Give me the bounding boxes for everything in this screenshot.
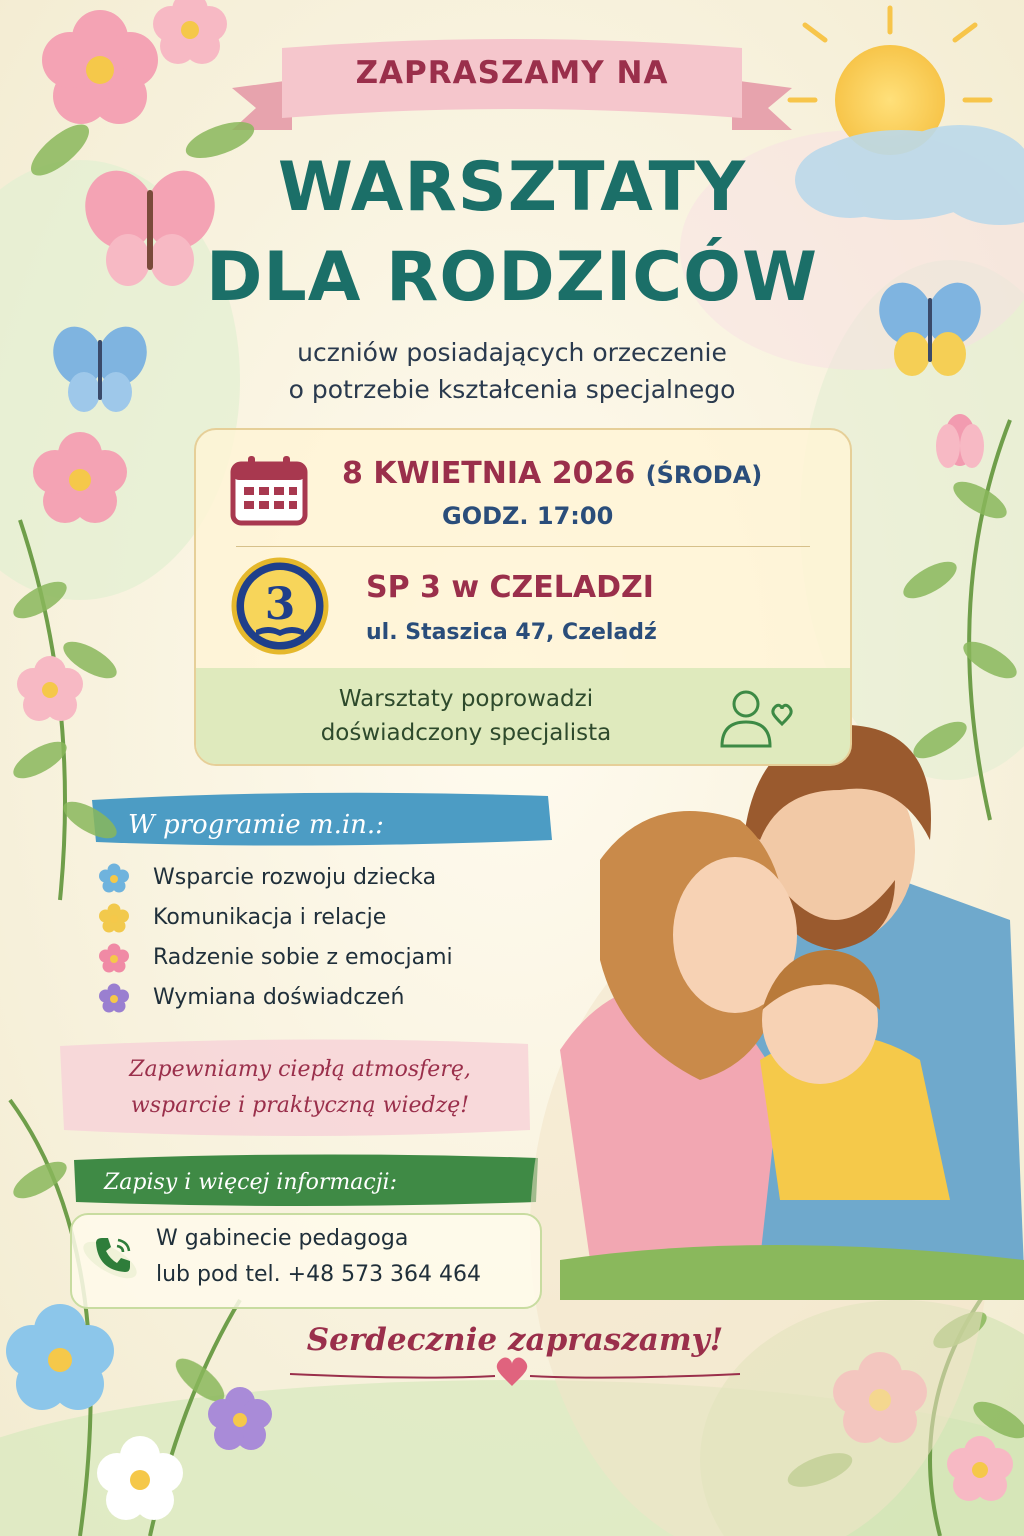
banner-text: ZAPRASZAMY NA: [355, 55, 669, 91]
page-title-line1: WARSZTATY: [277, 148, 747, 227]
program-item: [98, 940, 558, 980]
subtitle-line1: uczniów posiadających orzeczenie: [297, 338, 727, 367]
program-header: W programie m.in.:: [128, 810, 384, 840]
contact-phone: lub pod tel. +48 573 364 464: [156, 1262, 482, 1287]
host-line2: doświadczony specjalista: [320, 720, 612, 746]
subtitle-line2: o potrzebie kształcenia specjalnego: [288, 375, 736, 404]
specialist-heart-icon: [716, 686, 800, 750]
warm-message-line1: Zapewniamy ciepłą atmosferę,: [129, 1057, 471, 1082]
divider: [236, 546, 810, 547]
warm-message: [80, 1052, 520, 1124]
event-time: GODZ. 17:00: [442, 502, 614, 530]
host-text: [236, 682, 696, 750]
host-line1: Warsztaty poprowadzi: [338, 686, 594, 712]
contact-line1: W gabinecie pedagoga: [156, 1226, 409, 1251]
subtitle: [190, 334, 834, 408]
program-item-label: Wsparcie rozwoju dziecka: [153, 865, 437, 890]
flower-bullet-icon: [98, 983, 130, 1015]
program-item: [98, 860, 558, 900]
flower-bullet-icon: [98, 943, 130, 975]
school-address: ul. Staszica 47, Czeladź: [366, 620, 657, 645]
phone-icon: [92, 1234, 134, 1276]
school-name: SP 3 w CZELADZI: [366, 570, 654, 605]
contact-header: Zapisy i więcej informacji:: [104, 1170, 397, 1195]
event-day: (ŚRODA): [645, 461, 763, 489]
page-title-line2: DLA RODZICÓW: [205, 238, 818, 317]
event-date: [342, 456, 842, 491]
event-info-box: [194, 428, 852, 766]
calendar-icon: [230, 454, 308, 526]
school-logo-icon: [230, 556, 330, 656]
event-date-value: 8 KWIETNIA 2026: [342, 456, 636, 491]
warm-message-line2: wsparcie i praktyczną wiedzę!: [130, 1093, 470, 1118]
host-panel: [196, 668, 850, 764]
flower-bullet-icon: [98, 863, 130, 895]
program-item-label: Radzenie sobie z emocjami: [153, 945, 453, 970]
closing-text: Serdecznie zapraszamy!: [306, 1322, 724, 1358]
program-item: [98, 900, 558, 940]
school-badge-number: 3: [264, 579, 296, 630]
program-list: [98, 860, 558, 1020]
program-item-label: Wymiana doświadczeń: [153, 985, 405, 1010]
program-item: [98, 980, 558, 1020]
program-item-label: Komunikacja i relacje: [153, 905, 387, 930]
flower-bullet-icon: [98, 903, 130, 935]
